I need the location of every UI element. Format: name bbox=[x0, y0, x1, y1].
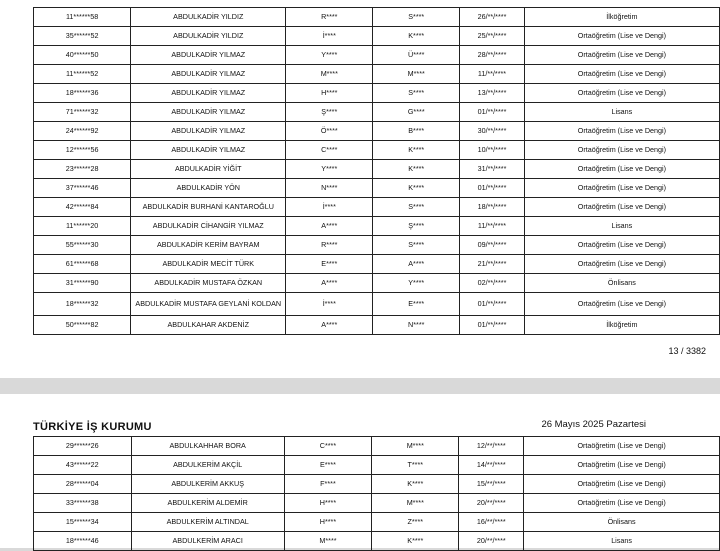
birth-date-cell: 09/**/**** bbox=[460, 236, 525, 255]
masked-id-cell: 24******92 bbox=[34, 122, 131, 141]
full-name-cell: ABDULKADİR YILMAZ bbox=[131, 65, 286, 84]
mother-initial-cell: K**** bbox=[372, 475, 459, 494]
mother-initial-cell: S**** bbox=[373, 198, 460, 217]
birth-date-cell: 28/**/**** bbox=[460, 46, 525, 65]
father-initial-cell: İ**** bbox=[286, 27, 373, 46]
mother-initial-cell: M**** bbox=[372, 494, 459, 513]
education-level-cell: Önlisans bbox=[524, 513, 720, 532]
birth-date-cell: 10/**/**** bbox=[460, 141, 525, 160]
education-level-cell: Ortaöğretim (Lise ve Dengi) bbox=[524, 494, 720, 513]
birth-date-cell: 30/**/**** bbox=[460, 122, 525, 141]
mother-initial-cell: G**** bbox=[373, 103, 460, 122]
table-row bbox=[34, 475, 720, 494]
mother-initial-cell: S**** bbox=[373, 8, 460, 27]
report-date: 26 Mayıs 2025 Pazartesi bbox=[541, 419, 646, 430]
table-row bbox=[34, 437, 720, 456]
father-initial-cell: H**** bbox=[284, 513, 371, 532]
birth-date-cell: 12/**/**** bbox=[459, 437, 524, 456]
birth-date-cell: 20/**/**** bbox=[459, 494, 524, 513]
mother-initial-cell: K**** bbox=[373, 141, 460, 160]
father-initial-cell: C**** bbox=[284, 437, 371, 456]
table-row bbox=[34, 122, 720, 141]
birth-date-cell: 20/**/**** bbox=[459, 532, 524, 551]
mother-initial-cell: K**** bbox=[373, 160, 460, 179]
education-level-cell: Ortaöğretim (Lise ve Dengi) bbox=[524, 160, 719, 179]
masked-id-cell: 11******58 bbox=[34, 8, 131, 27]
masked-id-cell: 15******34 bbox=[34, 513, 132, 532]
education-level-cell: İlköğretim bbox=[524, 8, 719, 27]
full-name-cell: ABDULKADİR YİĞİT bbox=[131, 160, 286, 179]
masked-id-cell: 43******22 bbox=[34, 456, 132, 475]
birth-date-cell: 26/**/**** bbox=[460, 8, 525, 27]
records-table-page-1 bbox=[33, 7, 720, 335]
masked-id-cell: 23******28 bbox=[34, 160, 131, 179]
table-row bbox=[34, 255, 720, 274]
full-name-cell: ABDULKADİR YILMAZ bbox=[131, 103, 286, 122]
mother-initial-cell: A**** bbox=[373, 255, 460, 274]
father-initial-cell: E**** bbox=[284, 456, 371, 475]
education-level-cell: Ortaöğretim (Lise ve Dengi) bbox=[524, 84, 719, 103]
records-table-page-2 bbox=[33, 436, 720, 551]
birth-date-cell: 16/**/**** bbox=[459, 513, 524, 532]
masked-id-cell: 29******26 bbox=[34, 437, 132, 456]
education-level-cell: Lisans bbox=[524, 103, 719, 122]
table-row bbox=[34, 65, 720, 84]
masked-id-cell: 37******46 bbox=[34, 179, 131, 198]
birth-date-cell: 25/**/**** bbox=[460, 27, 525, 46]
table-row bbox=[34, 46, 720, 65]
mother-initial-cell: M**** bbox=[373, 65, 460, 84]
full-name-cell: ABDULKERİM AKÇİL bbox=[131, 456, 284, 475]
table-row bbox=[34, 8, 720, 27]
education-level-cell: Ortaöğretim (Lise ve Dengi) bbox=[524, 122, 719, 141]
full-name-cell: ABDULKADİR YILMAZ bbox=[131, 122, 286, 141]
father-initial-cell: M**** bbox=[286, 65, 373, 84]
table-row bbox=[34, 293, 720, 316]
education-level-cell: Lisans bbox=[524, 532, 720, 551]
full-name-cell: ABDULKADİR MECİT TÜRK bbox=[131, 255, 286, 274]
birth-date-cell: 01/**/**** bbox=[460, 316, 525, 335]
masked-id-cell: 35******52 bbox=[34, 27, 131, 46]
father-initial-cell: C**** bbox=[286, 141, 373, 160]
birth-date-cell: 01/**/**** bbox=[460, 179, 525, 198]
education-level-cell: Ortaöğretim (Lise ve Dengi) bbox=[524, 141, 719, 160]
mother-initial-cell: S**** bbox=[373, 236, 460, 255]
education-level-cell: Ortaöğretim (Lise ve Dengi) bbox=[524, 293, 719, 316]
birth-date-cell: 02/**/**** bbox=[460, 274, 525, 293]
father-initial-cell: İ**** bbox=[286, 198, 373, 217]
table-row bbox=[34, 84, 720, 103]
mother-initial-cell: Y**** bbox=[373, 274, 460, 293]
father-initial-cell: A**** bbox=[286, 217, 373, 236]
education-level-cell: Önlisans bbox=[524, 274, 719, 293]
education-level-cell: Ortaöğretim (Lise ve Dengi) bbox=[524, 236, 719, 255]
full-name-cell: ABDULKAHAR AKDENİZ bbox=[131, 316, 286, 335]
full-name-cell: ABDULKADİR YILMAZ bbox=[131, 84, 286, 103]
table-row bbox=[34, 198, 720, 217]
father-initial-cell: Y**** bbox=[286, 160, 373, 179]
birth-date-cell: 11/**/**** bbox=[460, 217, 525, 236]
education-level-cell: İlköğretim bbox=[524, 316, 719, 335]
masked-id-cell: 40******50 bbox=[34, 46, 131, 65]
full-name-cell: ABDULKADİR BURHANİ KANTAROĞLU bbox=[131, 198, 286, 217]
table-row bbox=[34, 494, 720, 513]
mother-initial-cell: Ü**** bbox=[373, 46, 460, 65]
table-row bbox=[34, 217, 720, 236]
education-level-cell: Ortaöğretim (Lise ve Dengi) bbox=[524, 437, 720, 456]
father-initial-cell: Ş**** bbox=[286, 103, 373, 122]
education-level-cell: Ortaöğretim (Lise ve Dengi) bbox=[524, 255, 719, 274]
table-row bbox=[34, 141, 720, 160]
mother-initial-cell: K**** bbox=[373, 27, 460, 46]
father-initial-cell: A**** bbox=[286, 274, 373, 293]
father-initial-cell: F**** bbox=[284, 475, 371, 494]
table-row bbox=[34, 316, 720, 335]
father-initial-cell: A**** bbox=[286, 316, 373, 335]
mother-initial-cell: Z**** bbox=[372, 513, 459, 532]
father-initial-cell: N**** bbox=[286, 179, 373, 198]
education-level-cell: Ortaöğretim (Lise ve Dengi) bbox=[524, 475, 720, 494]
birth-date-cell: 01/**/**** bbox=[460, 293, 525, 316]
father-initial-cell: Y**** bbox=[286, 46, 373, 65]
mother-initial-cell: K**** bbox=[372, 532, 459, 551]
masked-id-cell: 12******56 bbox=[34, 141, 131, 160]
full-name-cell: ABDULKADİR MUSTAFA ÖZKAN bbox=[131, 274, 286, 293]
birth-date-cell: 11/**/**** bbox=[460, 65, 525, 84]
full-name-cell: ABDULKERİM ARACI bbox=[131, 532, 284, 551]
full-name-cell: ABDULKERİM AKKUŞ bbox=[131, 475, 284, 494]
masked-id-cell: 11******52 bbox=[34, 65, 131, 84]
mother-initial-cell: M**** bbox=[372, 437, 459, 456]
mother-initial-cell: T**** bbox=[372, 456, 459, 475]
father-initial-cell: H**** bbox=[284, 494, 371, 513]
masked-id-cell: 71******32 bbox=[34, 103, 131, 122]
table-row bbox=[34, 513, 720, 532]
birth-date-cell: 18/**/**** bbox=[460, 198, 525, 217]
education-level-cell: Ortaöğretim (Lise ve Dengi) bbox=[524, 65, 719, 84]
table-row bbox=[34, 456, 720, 475]
masked-id-cell: 11******20 bbox=[34, 217, 131, 236]
birth-date-cell: 14/**/**** bbox=[459, 456, 524, 475]
father-initial-cell: R**** bbox=[286, 8, 373, 27]
father-initial-cell: M**** bbox=[284, 532, 371, 551]
masked-id-cell: 18******36 bbox=[34, 84, 131, 103]
organization-title: TÜRKİYE İŞ KURUMU bbox=[33, 421, 152, 433]
full-name-cell: ABDULKERİM ALTINDAL bbox=[131, 513, 284, 532]
full-name-cell: ABDULKAHHAR BORA bbox=[131, 437, 284, 456]
masked-id-cell: 18******46 bbox=[34, 532, 132, 551]
education-level-cell: Ortaöğretim (Lise ve Dengi) bbox=[524, 179, 719, 198]
full-name-cell: ABDULKADİR MUSTAFA GEYLANİ KOLDAN bbox=[131, 293, 286, 316]
masked-id-cell: 61******68 bbox=[34, 255, 131, 274]
birth-date-cell: 31/**/**** bbox=[460, 160, 525, 179]
father-initial-cell: Ö**** bbox=[286, 122, 373, 141]
document-page-2 bbox=[0, 394, 720, 548]
education-level-cell: Ortaöğretim (Lise ve Dengi) bbox=[524, 46, 719, 65]
mother-initial-cell: Ş**** bbox=[373, 217, 460, 236]
masked-id-cell: 55******30 bbox=[34, 236, 131, 255]
education-level-cell: Ortaöğretim (Lise ve Dengi) bbox=[524, 456, 720, 475]
masked-id-cell: 31******90 bbox=[34, 274, 131, 293]
full-name-cell: ABDULKADİR YÖN bbox=[131, 179, 286, 198]
masked-id-cell: 42******84 bbox=[34, 198, 131, 217]
mother-initial-cell: K**** bbox=[373, 179, 460, 198]
full-name-cell: ABDULKADİR YILDIZ bbox=[131, 27, 286, 46]
masked-id-cell: 50******82 bbox=[34, 316, 131, 335]
masked-id-cell: 33******38 bbox=[34, 494, 132, 513]
mother-initial-cell: N**** bbox=[373, 316, 460, 335]
table-row bbox=[34, 274, 720, 293]
birth-date-cell: 13/**/**** bbox=[460, 84, 525, 103]
father-initial-cell: E**** bbox=[286, 255, 373, 274]
full-name-cell: ABDULKADİR YILMAZ bbox=[131, 46, 286, 65]
masked-id-cell: 28******04 bbox=[34, 475, 132, 494]
full-name-cell: ABDULKADİR CİHANGİR YILMAZ bbox=[131, 217, 286, 236]
father-initial-cell: H**** bbox=[286, 84, 373, 103]
education-level-cell: Ortaöğretim (Lise ve Dengi) bbox=[524, 198, 719, 217]
education-level-cell: Ortaöğretim (Lise ve Dengi) bbox=[524, 27, 719, 46]
page-number: 13 / 3382 bbox=[668, 346, 706, 356]
education-level-cell: Lisans bbox=[524, 217, 719, 236]
birth-date-cell: 21/**/**** bbox=[460, 255, 525, 274]
table-row bbox=[34, 27, 720, 46]
mother-initial-cell: S**** bbox=[373, 84, 460, 103]
table-row bbox=[34, 160, 720, 179]
birth-date-cell: 01/**/**** bbox=[460, 103, 525, 122]
table-row bbox=[34, 103, 720, 122]
full-name-cell: ABDULKADİR YILMAZ bbox=[131, 141, 286, 160]
full-name-cell: ABDULKERİM ALDEMİR bbox=[131, 494, 284, 513]
masked-id-cell: 18******32 bbox=[34, 293, 131, 316]
full-name-cell: ABDULKADİR YILDIZ bbox=[131, 8, 286, 27]
table-row bbox=[34, 236, 720, 255]
table-row bbox=[34, 179, 720, 198]
full-name-cell: ABDULKADİR KERİM BAYRAM bbox=[131, 236, 286, 255]
mother-initial-cell: E**** bbox=[373, 293, 460, 316]
birth-date-cell: 15/**/**** bbox=[459, 475, 524, 494]
father-initial-cell: İ**** bbox=[286, 293, 373, 316]
mother-initial-cell: B**** bbox=[373, 122, 460, 141]
father-initial-cell: R**** bbox=[286, 236, 373, 255]
